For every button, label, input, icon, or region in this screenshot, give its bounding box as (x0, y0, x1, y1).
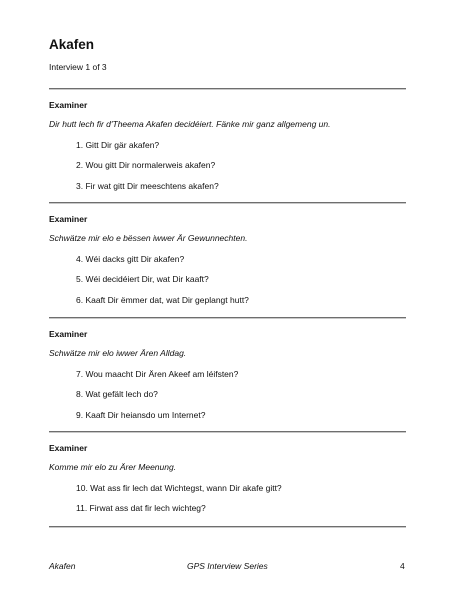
section-heading: Examiner (49, 329, 88, 339)
question-item: 2. Wou gitt Dir normalerweis akafen? (76, 160, 216, 170)
divider (49, 202, 406, 204)
examiner-section-4 (49, 443, 406, 513)
section-heading: Examiner (49, 214, 88, 224)
footer-series: GPS Interview Series (187, 561, 268, 571)
question-item: 1. Gitt Dir gär akafen? (76, 139, 160, 150)
divider (49, 88, 406, 90)
question-item: 10. Wat ass fir lech dat Wichtegst, wann Dir akafe gitt? (76, 482, 282, 493)
section-heading: Examiner (49, 100, 88, 110)
divider (49, 317, 406, 319)
divider (49, 526, 406, 528)
divider (49, 431, 406, 433)
examiner-section-2 (49, 214, 406, 305)
section-intro: Schwätze mir elo iwwer Ären Alldag. (49, 348, 187, 358)
question-item: 6. Kaaft Dir ëmmer dat, wat Dir geplangt hutt? (76, 294, 249, 305)
examiner-section-1 (49, 100, 406, 191)
question-item: 9. Kaaft Dir heiansdo um Internet? (76, 409, 206, 420)
footer-title: Akafen (49, 561, 76, 571)
question-item: 4. Wéi dacks gitt Dir akafen? (76, 253, 185, 264)
question-item: 3. Fir wat gitt Dir meeschtens akafen? (76, 180, 219, 191)
question-item: 7. Wou maacht Dir Ären Akeef am léifsten? (76, 368, 239, 379)
section-intro: Komme mir elo zu Ärer Meenung. (49, 462, 177, 472)
question-item: 8. Wat gefält lech do? (76, 389, 158, 399)
examiner-section-3 (49, 329, 406, 420)
section-heading: Examiner (49, 443, 88, 453)
section-intro: Schwätze mir elo e bëssen iwwer Är Gewunnechten. (49, 233, 248, 243)
question-item: 11. Firwat ass dat fir lech wichteg? (76, 503, 206, 513)
question-item: 5. Wéi decidéiert Dir, wat Dir kaaft? (76, 274, 209, 284)
page-title: Akafen (49, 37, 95, 52)
section-intro: Dir hutt lech fir d'Theema Akafen decidéiert. Fänke mir ganz allgemeng un. (49, 119, 331, 129)
interview-counter: Interview 1 of 3 (49, 62, 107, 72)
page-number: 4 (400, 561, 405, 571)
